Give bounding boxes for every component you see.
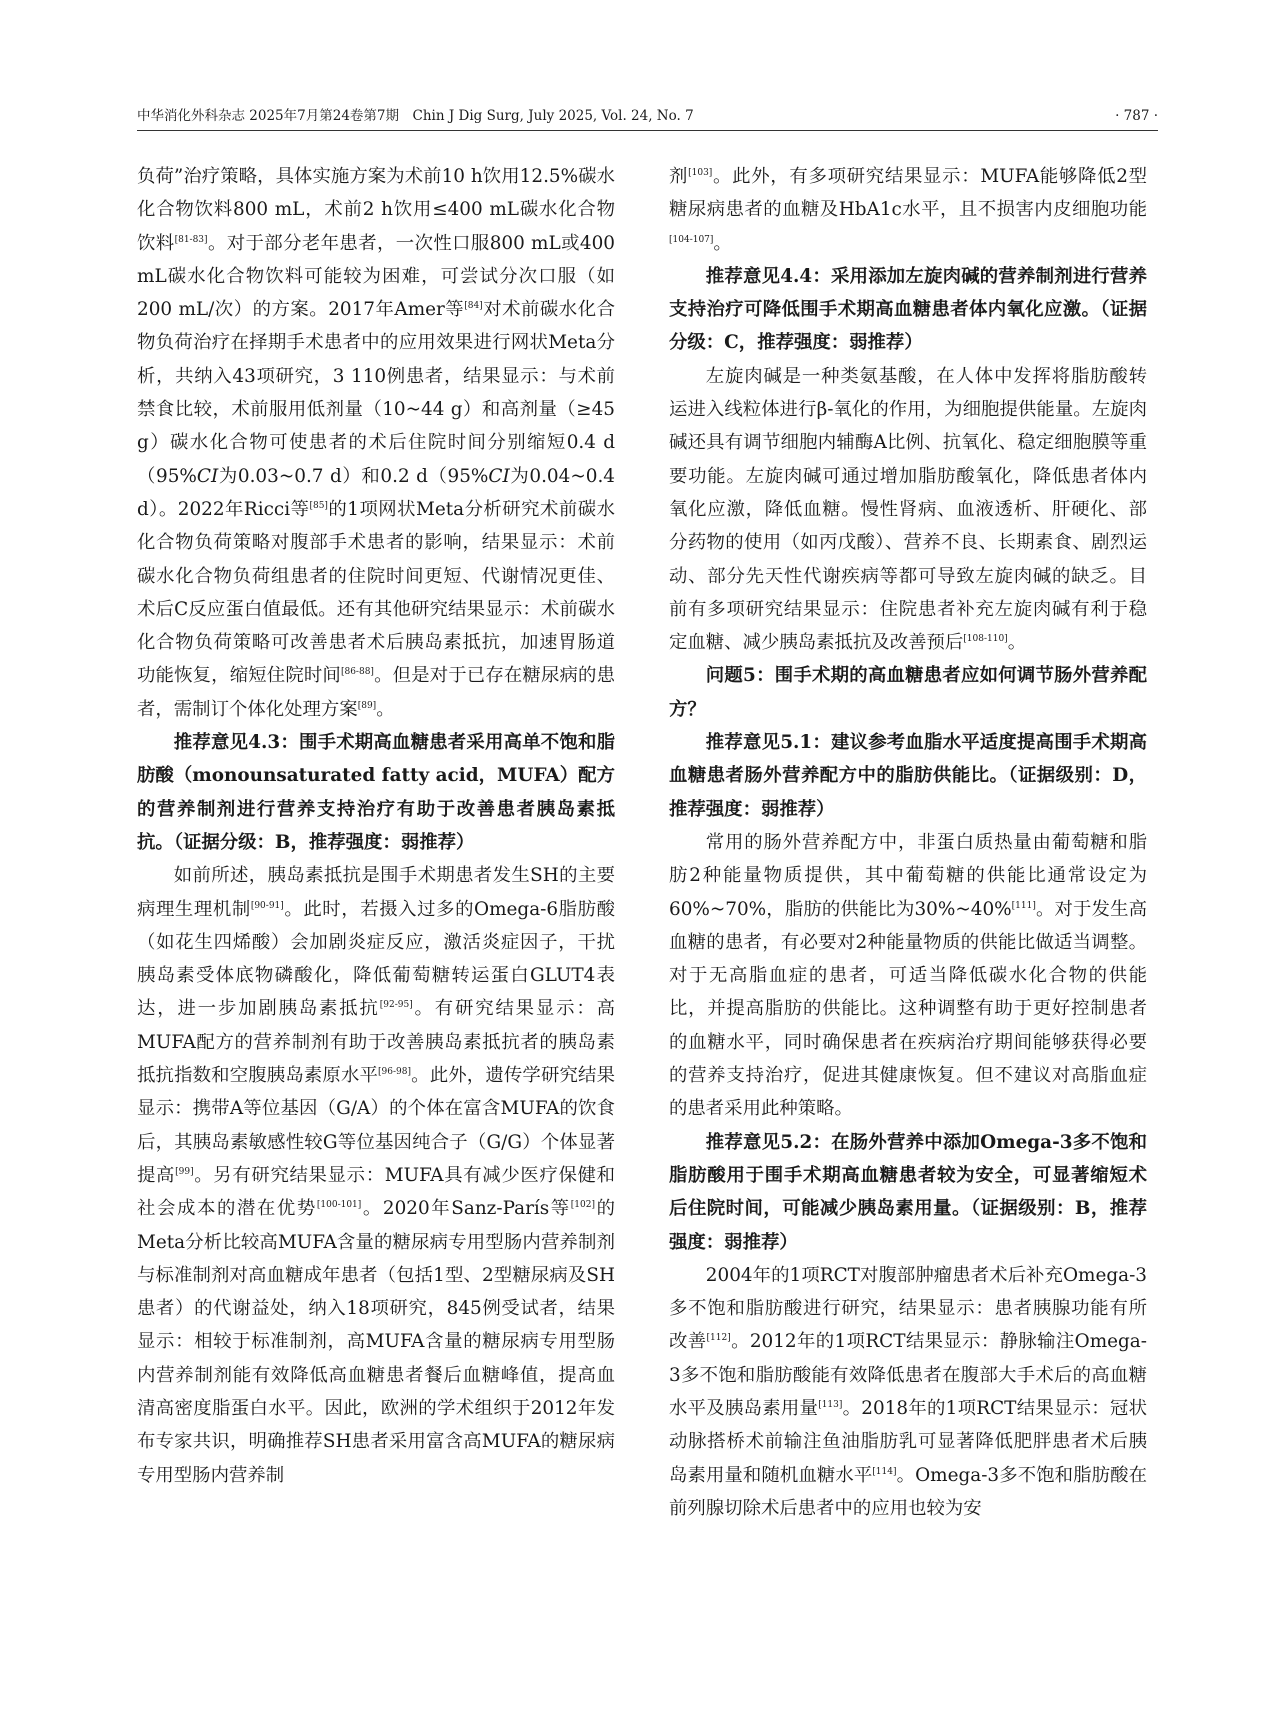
citation-ref: [114] xyxy=(872,1466,897,1477)
citation-ref: [113] xyxy=(818,1399,843,1410)
running-header xyxy=(137,106,1158,131)
citation-ref: [108-110] xyxy=(963,634,1008,645)
paragraph-parenteral-formula: 常用的肠外营养配方中，非蛋白质热量由葡萄糖和脂肪2种能量物质提供，其中葡萄糖的供能比通常设定为60%~70%，脂肪的供能比为30%~40%[111]。对于发生高血糖的患者，有必要对2种能量物质的供能比做适当调整。对于无高脂血症的患者，可适当降低碳水化合物的供能比，并提高脂肪的供能比。这种调整有助于更好控制患者的血糖水平，同时确保患者在疾病治疗期间能够获得必要的营养支持治疗，促进其健康恢复。但不建议对高脂血症的患者采用此种策略。 xyxy=(669,831,1147,1120)
page-number: · 787 · xyxy=(1115,108,1158,124)
recommendation-5-1: 推荐意见5.1：建议参考血脂水平适度提高围手术期高血糖患者肠外营养配方中的脂肪供能比。（证据级别：D，推荐强度：弱推荐） xyxy=(669,732,1147,820)
left-column xyxy=(137,160,615,1492)
citation-ref: [104-107] xyxy=(669,234,714,245)
citation-ref: [112] xyxy=(706,1333,731,1344)
citation-ref: [90-91] xyxy=(250,900,284,911)
citation-ref: [111] xyxy=(1011,900,1036,911)
right-column xyxy=(669,160,1147,1525)
journal-citation: 中华消化外科杂志 2025年7月第24卷第7期 Chin J Dig Surg, July 2025, Vol. 24, No. 7 xyxy=(137,108,694,124)
citation-ref: [102] xyxy=(570,1200,595,1211)
paragraph-carbohydrate-loading: 负荷”治疗策略，具体实施方案为术前10 h饮用12.5%碳水化合物饮料800 mL，术前2 h饮用≤400 mL碳水化合物饮料[81-83]。对于部分老年患者，一次性口服800 mL或400 mL碳水化合物饮料可能较为困难，可尝试分次口服（如200 mL/次）的方案。2017年Amer等[84]对术前碳水化合物负荷治疗在择期手术患者中的应用效果进行网状Meta分析，共纳入43项研究，3 110例患者，结果显示：与术前禁食比较，术前服用低剂量（10~44 g）和高剂量（≥45 g）碳水化合物可使患者的术后住院时间分别缩短0.4 d（95%CI为0.03~0.7 d）和0.2 d（95%CI为0.04~0.4 d）。2022年Ricci等[85]的1项网状Meta分析研究术前碳水化合物负荷策略对腹部手术患者的影响，结果显示：术前碳水化合物负荷组患者的住院时间更短、代谢情况更佳、术后C反应蛋白值最低。还有其他研究结果显示：术前碳水化合物负荷策略可改善患者术后胰岛素抵抗，加速胃肠道功能恢复，缩短住院时间[86-88]。但是对于已存在糖尿病的患者，需制订个体化处理方案[89]。 xyxy=(137,166,615,720)
citation-ref: [103] xyxy=(688,167,713,178)
paragraph-l-carnitine: 左旋肉碱是一种类氨基酸，在人体中发挥将脂肪酸转运进入线粒体进行β-氧化的作用，为细胞提供能量。左旋肉碱还具有调节细胞内辅酶A比例、抗氧化、稳定细胞膜等重要功能。左旋肉碱可通过增加脂肪酸氧化，降低患者体内氧化应激，降低血糖。慢性肾病、血液透析、肝硬化、部分药物的使用（如丙戊酸）、营养不良、长期素食、剧烈运动、部分先天性代谢疾病等都可导致左旋肉碱的缺乏。目前有多项研究结果显示：住院患者补充左旋肉碱有利于稳定血糖、减少胰岛素抵抗及改善预后[108-110]。 xyxy=(669,365,1147,654)
recommendation-5-2: 推荐意见5.2：在肠外营养中添加Omega-3多不饱和脂肪酸用于围手术期高血糖患者较为安全，可显著缩短术后住院时间，可能减少胰岛素用量。（证据级别：B，推荐强度：弱推荐） xyxy=(669,1131,1147,1253)
recommendation-4-3: 推荐意见4.3：围手术期高血糖患者采用高单不饱和脂肪酸（monounsaturated fatty acid，MUFA）配方的营养制剂进行营养支持治疗有助于改善患者胰岛素抵抗。（证据分级：B，推荐强度：弱推荐） xyxy=(137,732,615,853)
citation-ref: [85] xyxy=(309,500,328,511)
citation-ref: [100-101] xyxy=(316,1200,362,1211)
recommendation-4-4: 推荐意见4.4：采用添加左旋肉碱的营养制剂进行营养支持治疗可降低围手术期高血糖患者体内氧化应激。（证据分级：C，推荐强度：弱推荐） xyxy=(669,265,1147,354)
paragraph-omega-3: 2004年的1项RCT对腹部肿瘤患者术后补充Omega-3多不饱和脂肪酸进行研究，结果显示：患者胰腺功能有所改善[112]。2012年的1项RCT结果显示：静脉输注Omega-3多不饱和脂肪酸能有效降低患者在腹部大手术后的高血糖水平及胰岛素用量[113]。2018年的1项RCT结果显示：冠状动脉搭桥术前输注鱼油脂肪乳可显著降低肥胖患者术后胰岛素用量和随机血糖水平[114]。Omega-3多不饱和脂肪酸在前列腺切除术后患者中的应用也较为安 xyxy=(669,1264,1147,1519)
citation-ref: [99] xyxy=(175,1166,194,1177)
citation-ref: [81-83] xyxy=(174,234,208,245)
citation-ref: [89] xyxy=(357,700,377,711)
citation-ref: [86-88] xyxy=(340,667,374,678)
citation-ref: [96-98] xyxy=(378,1066,412,1077)
paragraph-mufa: 如前所述，胰岛素抵抗是围手术期患者发生SH的主要病理生理机制[90-91]。此时，若摄入过多的Omega-6脂肪酸（如花生四烯酸）会加剧炎症反应，激活炎症因子，干扰胰岛素受体底物磷酸化，降低葡萄糖转运蛋白GLUT4表达，进一步加剧胰岛素抵抗[92-95]。有研究结果显示：高MUFA配方的营养制剂有助于改善胰岛素抵抗者的胰岛素抵抗指数和空腹胰岛素原水平[96-98]。此外，遗传学研究结果显示：携带A等位基因（G/A）的个体在富含MUFA的饮食后，其胰岛素敏感性较G等位基因纯合子（G/G）个体显著提高[99]。另有研究结果显示：MUFA具有减少医疗保健和社会成本的潜在优势[100-101]。2020年Sanz-París等[102]的Meta分析比较高MUFA含量的糖尿病专用型肠内营养制剂与标准制剂对高血糖成年患者（包括1型、2型糖尿病及SH患者）的代谢益处，纳入18项研究，845例受试者，结果显示：相较于标准制剂，高MUFA含量的糖尿病专用型肠内营养制剂能有效降低高血糖患者餐后血糖峰值，提高血清高密度脂蛋白水平。因此，欧洲的学术组织于2012年发布专家共识，明确推荐SH患者采用富含高MUFA的糖尿病专用型肠内营养制 xyxy=(137,865,615,1486)
paragraph-mufa-continued: 剂[103]。此外，有多项研究结果显示：MUFA能够降低2型糖尿病患者的血糖及HbA1c水平，且不损害内皮细胞功能[104-107]。 xyxy=(669,166,1147,254)
citation-ref: [92-95] xyxy=(379,1000,413,1011)
citation-ref: [84] xyxy=(464,301,483,312)
question-5: 问题5：围手术期的高血糖患者应如何调节肠外营养配方？ xyxy=(669,665,1147,720)
